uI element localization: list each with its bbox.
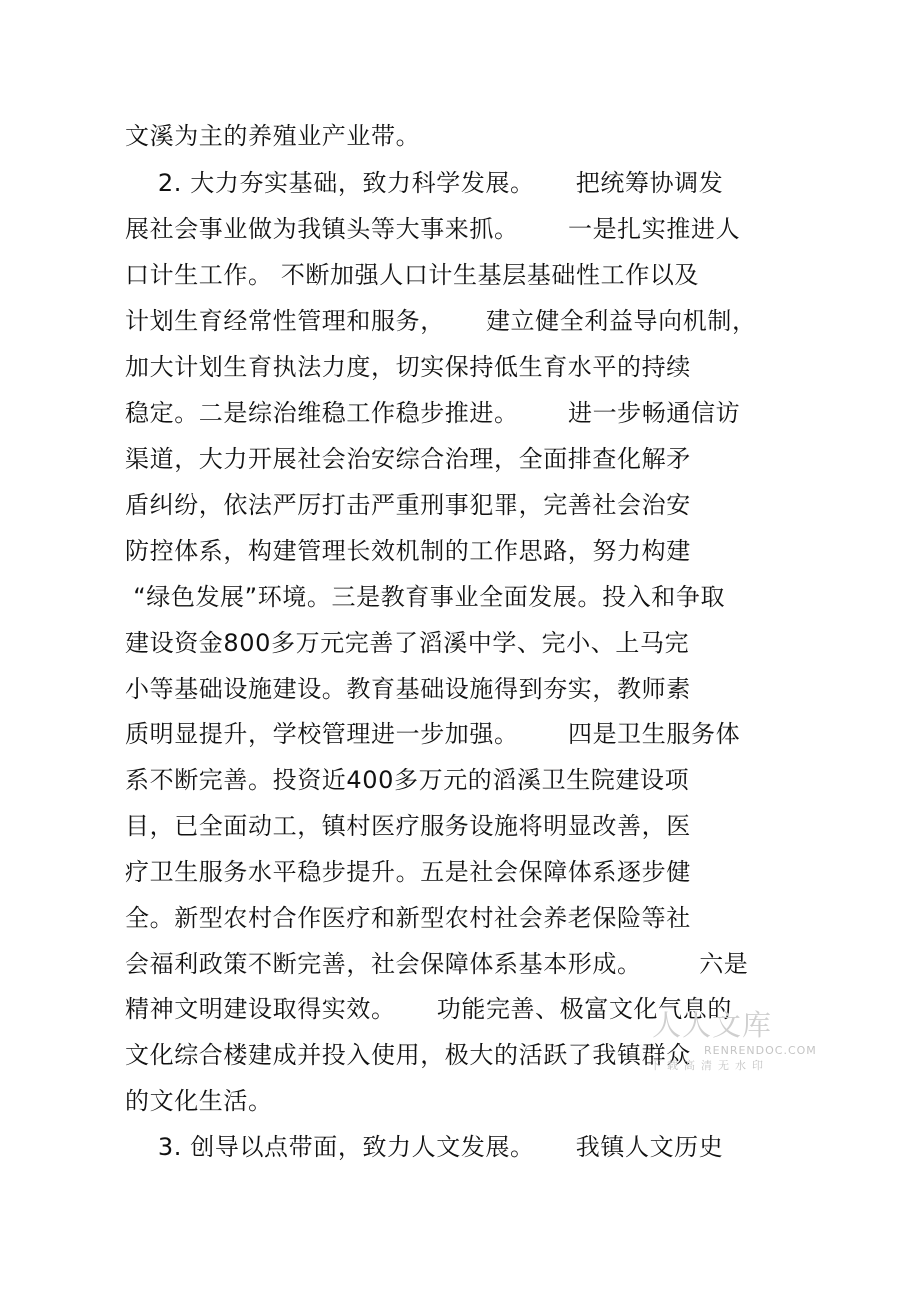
text-line: 系不断完善。投资近400多万元的滔溪卫生院建设项: [125, 766, 690, 794]
watermark-url: RENRENDOC.COM: [704, 1044, 817, 1057]
text-line: 渠道，大力开展社会治安综合治理，全面排查化解矛: [125, 445, 691, 473]
text-line: 盾纠纷，依法严厉打击严重刑事犯罪，完善社会治安: [125, 491, 691, 519]
watermark-title: 人人文库: [652, 1008, 773, 1042]
text-line: 稳定。二是综治维稳工作稳步推进。 进一步畅通信访: [125, 399, 741, 427]
text-line: 文化综合楼建成并投入使用，极大的活跃了我镇群众: [125, 1041, 691, 1069]
text-line: 3. 创导以点带面，致力人文发展。 我镇人文历史: [125, 1133, 724, 1161]
text-line: 加大计划生育执法力度，切实保持低生育水平的持续: [125, 353, 691, 381]
text-line: 计划生育经常性管理和服务， 建立健全利益导向机制，: [125, 307, 757, 335]
text-line: 全。新型农村合作医疗和新型农村社会养老保险等社: [125, 904, 691, 932]
watermark-subtitle: 下载高清无水印: [650, 1059, 769, 1072]
text-line: 2. 大力夯实基础，致力科学发展。 把统筹协调发: [125, 169, 724, 197]
text-line: 展社会事业做为我镇头等大事来抓。 一是扎实推进人: [125, 215, 741, 243]
text-line: 质明显提升，学校管理进一步加强。 四是卫生服务体: [125, 720, 741, 748]
text-line: 建设资金800多万元完善了滔溪中学、完小、上马完: [125, 629, 690, 657]
text-line: 疗卫生服务水平稳步提升。五是社会保障体系逐步健: [125, 858, 691, 886]
text-line: 文溪为主的养殖业产业带。: [125, 122, 421, 150]
text-line: 目，已全面动工，镇村医疗服务设施将明显改善，医: [125, 812, 691, 840]
text-line: 小等基础设施建设。教育基础设施得到夯实，教师素: [125, 675, 691, 703]
text-line: 口计生工作。 不断加强人口计生基层基础性工作以及: [125, 261, 700, 289]
text-line: 防控体系，构建管理长效机制的工作思路，努力构建: [125, 537, 691, 565]
text-line: 的文化生活。: [125, 1087, 273, 1115]
text-line: 会福利政策不断完善，社会保障体系基本形成。 六是: [125, 950, 749, 978]
text-line: 精神文明建设取得实效。 功能完善、极富文化气息的: [125, 995, 732, 1023]
text-line: “绿色发展”环境。三是教育事业全面发展。投入和争取: [125, 583, 726, 611]
